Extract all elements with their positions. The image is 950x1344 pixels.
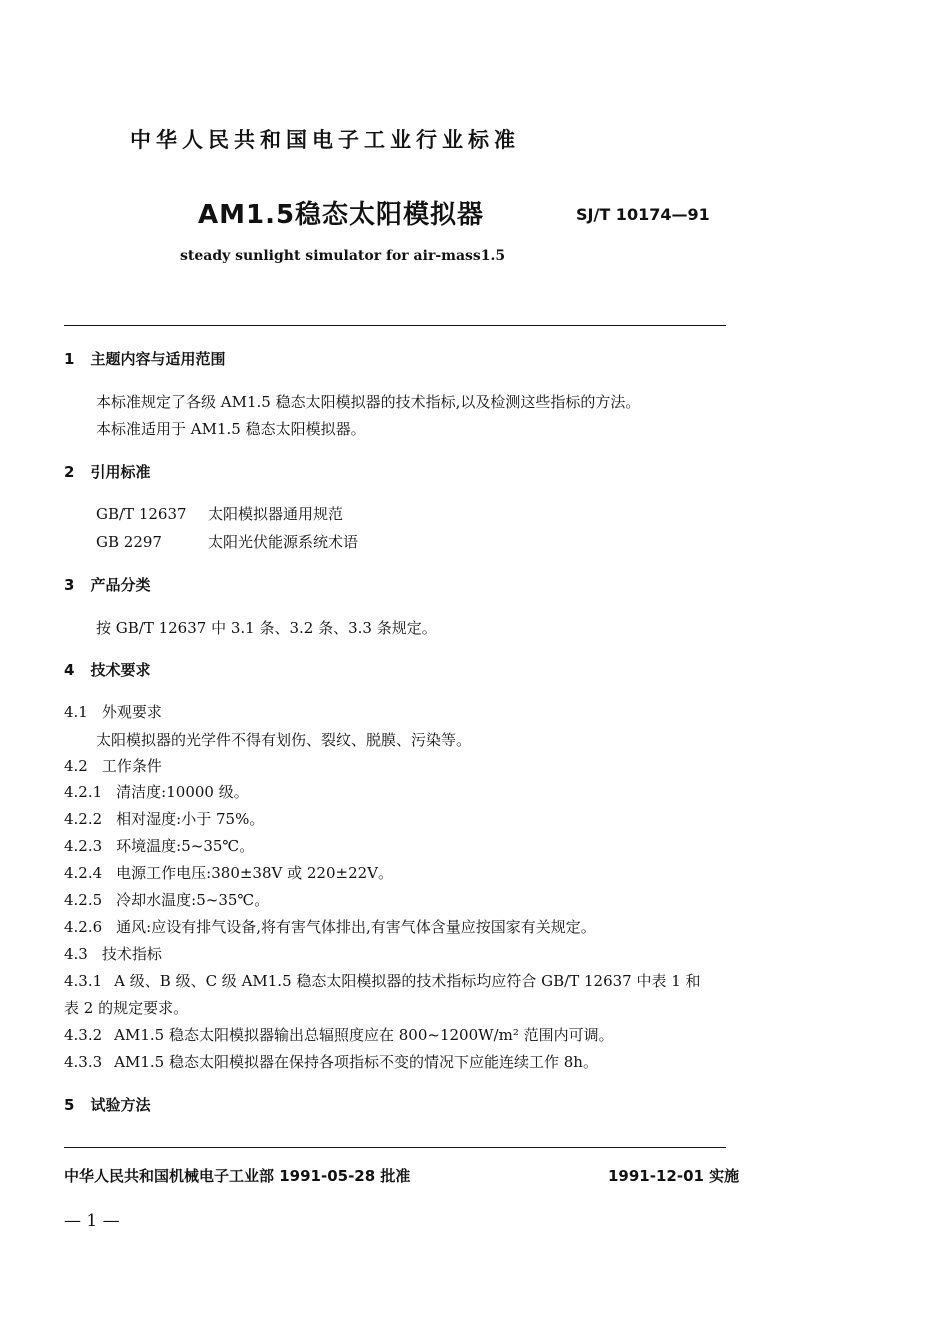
- reference-code: GB/T 12637: [96, 505, 187, 523]
- standard-code: SJ/T 10174—91: [576, 205, 710, 224]
- clause-4-1: [64, 701, 162, 722]
- reference-code: GB 2297: [96, 533, 162, 551]
- clause-text: A 级、B 级、C 级 AM1.5 稳态太阳模拟器的技术指标均应符合 GB/T 12637 中表 1 和: [114, 972, 701, 990]
- clause-number: 4.2.6: [64, 918, 103, 936]
- section-1-paragraph: 本标准规定了各级 AM1.5 稳态太阳模拟器的技术指标,以及检测这些指标的方法。: [96, 393, 641, 411]
- section-3-paragraph: 按 GB/T 12637 中 3.1 条、3.2 条、3.3 条规定。: [96, 619, 437, 637]
- section-number: 2: [64, 463, 75, 481]
- section-5-heading: [64, 1094, 150, 1115]
- section-title: 技术要求: [90, 661, 151, 679]
- clause-4-3-3: [64, 1051, 598, 1072]
- clause-number: 4.3.2: [64, 1026, 103, 1044]
- approval-line: 中华人民共和国机械电子工业部 1991-05-28 批准: [64, 1167, 411, 1185]
- section-1-heading: [64, 348, 225, 369]
- clause-4-2: [64, 755, 162, 776]
- clause-text: 冷却水温度:5~35℃。: [116, 891, 270, 909]
- clause-text: 通风:应设有排气设备,将有害气体排出,有害气体含量应按国家有关规定。: [116, 918, 596, 936]
- section-1-paragraph: 本标准适用于 AM1.5 稳态太阳模拟器。: [96, 420, 366, 438]
- clause-number: 4.2: [64, 757, 88, 775]
- section-title: 试验方法: [90, 1096, 151, 1114]
- section-4-heading: [64, 659, 150, 680]
- clause-text: AM1.5 稳态太阳模拟器输出总辐照度应在 800~1200W/m² 范围内可调。: [114, 1026, 614, 1044]
- top-rule: [64, 325, 726, 326]
- reference-name: 太阳模拟器通用规范: [208, 505, 344, 523]
- section-number: 4: [64, 661, 75, 679]
- reference-item: [96, 503, 343, 524]
- clause-number: 4.2.4: [64, 864, 103, 882]
- clause-number: 4.3: [64, 945, 88, 963]
- clause-text: AM1.5 稳态太阳模拟器在保持各项指标不变的情况下应能连续工作 8h。: [114, 1053, 598, 1071]
- clause-4-3-1-continued: 表 2 的规定要求。: [64, 999, 189, 1017]
- clause-4-3: [64, 943, 162, 964]
- issuing-organization: 中华人民共和国电子工业行业标准: [130, 128, 520, 152]
- clause-number: 4.2.2: [64, 810, 103, 828]
- section-3-heading: [64, 574, 150, 595]
- clause-4-2-4: [64, 862, 393, 883]
- page-number: — 1 —: [64, 1211, 120, 1231]
- section-2-heading: [64, 461, 150, 482]
- clause-4-1-paragraph: 太阳模拟器的光学件不得有划伤、裂纹、脱膜、污染等。: [96, 731, 472, 749]
- clause-number: 4.3.3: [64, 1053, 103, 1071]
- reference-name: 太阳光伏能源系统术语: [208, 533, 359, 551]
- section-title: 引用标准: [90, 463, 151, 481]
- reference-item: [96, 531, 358, 552]
- clause-text: 工作条件: [101, 757, 162, 775]
- section-title: 主题内容与适用范围: [90, 350, 226, 368]
- clause-text: 清洁度:10000 级。: [116, 783, 249, 801]
- section-title: 产品分类: [90, 576, 151, 594]
- english-title: steady sunlight simulator for air-mass1.5: [180, 248, 506, 264]
- clause-4-3-2: [64, 1024, 614, 1045]
- clause-number: 4.2.1: [64, 783, 103, 801]
- section-number: 1: [64, 350, 75, 368]
- clause-text: 技术指标: [101, 945, 162, 963]
- clause-4-2-1: [64, 781, 249, 802]
- clause-4-2-2: [64, 808, 264, 829]
- section-number: 3: [64, 576, 75, 594]
- clause-4-2-5: [64, 889, 269, 910]
- section-number: 5: [64, 1096, 75, 1114]
- clause-4-2-3: [64, 835, 254, 856]
- clause-text: 环境温度:5~35℃。: [116, 837, 255, 855]
- clause-number: 4.2.3: [64, 837, 103, 855]
- effective-date: 1991-12-01 实施: [608, 1167, 740, 1185]
- clause-number: 4.3.1: [64, 972, 103, 990]
- clause-number: 4.2.5: [64, 891, 103, 909]
- clause-4-3-1: [64, 970, 701, 991]
- clause-text: 相对湿度:小于 75%。: [116, 810, 265, 828]
- clause-number: 4.1: [64, 703, 88, 721]
- clause-text: 外观要求: [101, 703, 162, 721]
- clause-text: 电源工作电压:380±38V 或 220±22V。: [116, 864, 393, 882]
- footer-rule: [64, 1147, 726, 1148]
- document-title: AM1.5稳态太阳模拟器: [198, 200, 485, 230]
- clause-4-2-6: [64, 916, 596, 937]
